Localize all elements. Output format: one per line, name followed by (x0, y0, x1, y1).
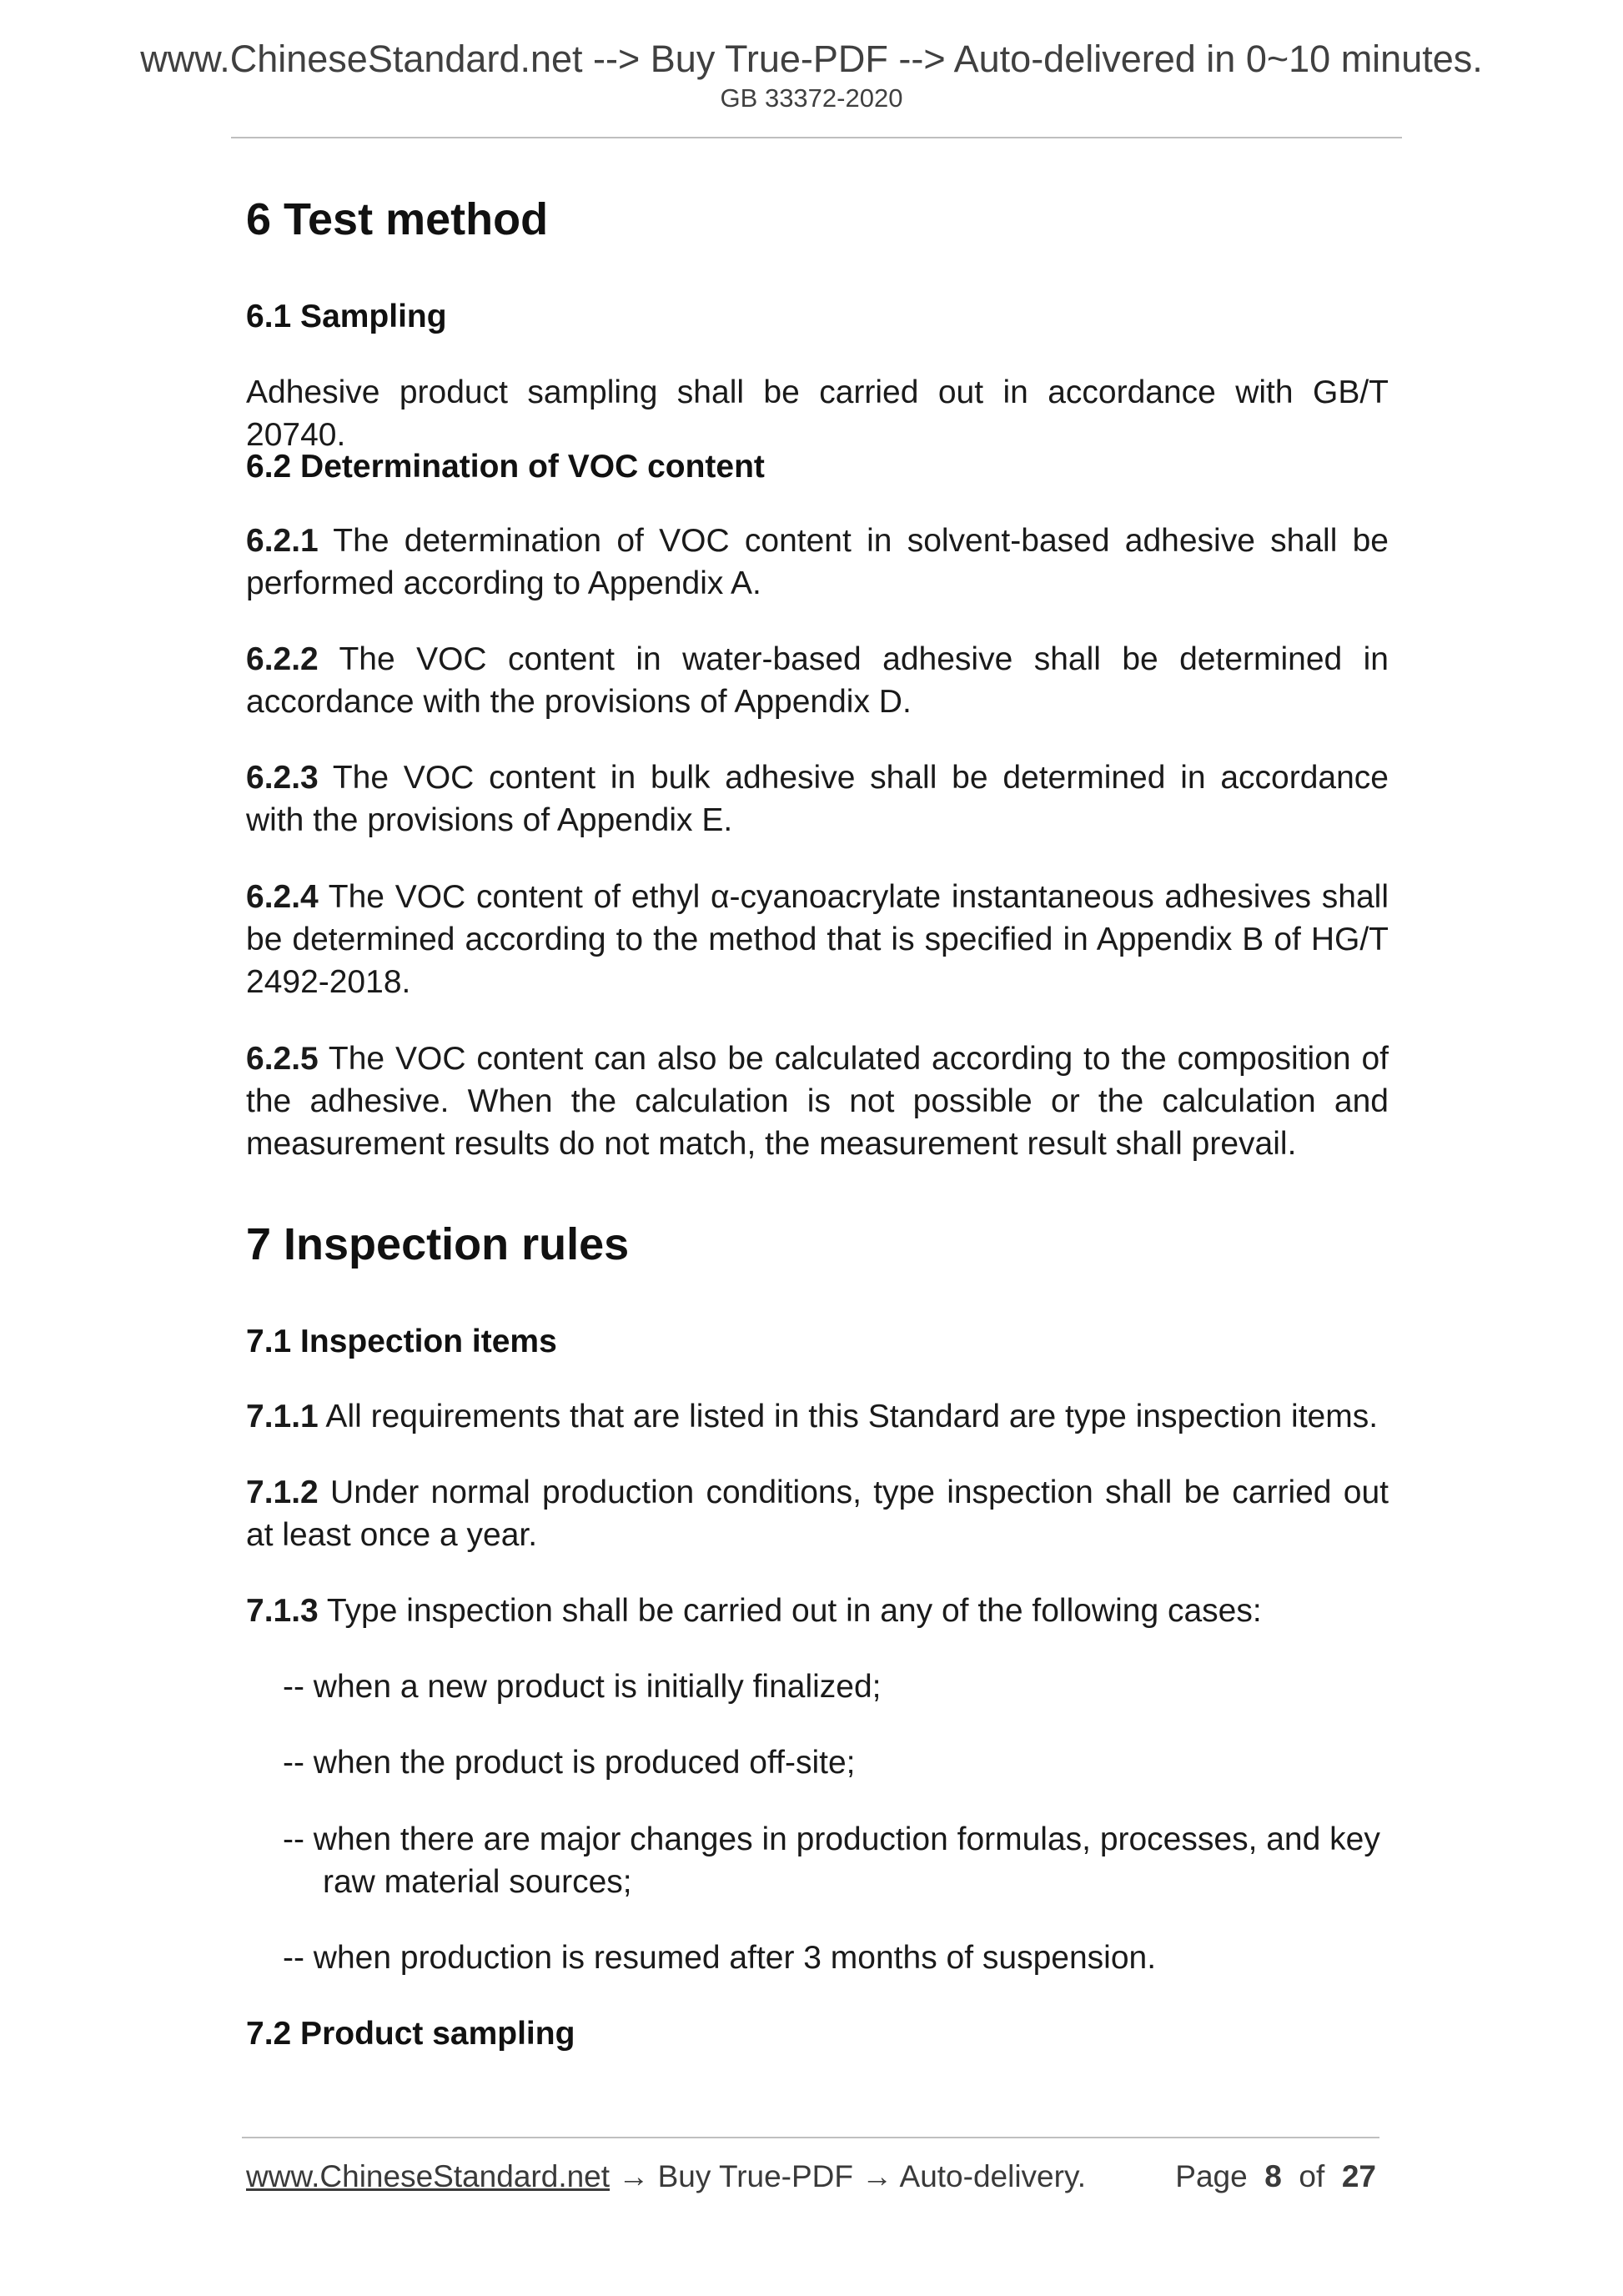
clause-6-2-5 (246, 1037, 1389, 1165)
section-6-1-text: Adhesive product sampling shall be carried out in accordance with GB/T 20740. (246, 374, 1389, 453)
clause-text: The VOC content can also be calculated according to the composition of the adhesive. When the calculation is not possible or the calculation and measurement results do not match, the measurement result shall prevail. (246, 1041, 1389, 1162)
section-7-2-heading: 7.2 Product sampling (246, 2016, 575, 2052)
clause-text: Under normal production conditions, type inspection shall be carried out at least once a year. (246, 1475, 1389, 1553)
clause-number: 7.1.3 (246, 1593, 319, 1629)
clause-number: 6.2.3 (246, 760, 319, 796)
clause-6-2-3 (246, 756, 1389, 842)
section-7-heading: 7 Inspection rules (246, 1219, 630, 1269)
clause-number: 7.1.1 (246, 1399, 319, 1434)
section-7-1-heading: 7.1 Inspection items (246, 1324, 557, 1359)
list-item: -- when a new product is initially finalized; (283, 1669, 882, 1705)
clause-7-1-3 (246, 1590, 1389, 1632)
page-indicator (1175, 2161, 1376, 2192)
clause-7-1-2 (246, 1471, 1389, 1556)
list-item: -- when there are major changes in production formulas, processes, and key raw material sources; (283, 1821, 1380, 1900)
section-6-heading: 6 Test method (246, 194, 549, 244)
page-label: Page (1175, 2159, 1248, 2193)
footer-website-link[interactable]: www.ChineseStandard.net (246, 2159, 611, 2193)
clause-text: All requirements that are listed in this Standard are type inspection items. (318, 1399, 1379, 1434)
clause-number: 7.1.2 (246, 1475, 319, 1510)
section-6-1-heading: 6.1 Sampling (246, 299, 447, 334)
clause-6-2-4 (246, 876, 1389, 1003)
list-item: -- when production is resumed after 3 months of suspension. (283, 1940, 1157, 1976)
list-item: -- when the product is produced off-site; (283, 1745, 856, 1781)
clause-number: 6.2.5 (246, 1041, 319, 1077)
clause-number: 6.2.1 (246, 523, 319, 559)
top-banner: www.ChineseStandard.net --> Buy True-PDF --> Auto-delivered in 0~10 minutes. (140, 38, 1483, 80)
clause-text: Type inspection shall be carried out in any of the following cases: (318, 1593, 1262, 1629)
clause-6-2-2 (246, 638, 1389, 723)
standard-code: GB 33372-2020 (720, 83, 903, 113)
header-divider (231, 137, 1402, 138)
clause-6-2-1 (246, 520, 1389, 605)
clause-number: 6.2.2 (246, 641, 319, 677)
section-6-2-heading: 6.2 Determination of VOC content (246, 449, 765, 485)
page-current: 8 (1264, 2159, 1282, 2193)
clause-text: The VOC content in water-based adhesive shall be determined in accordance with the provisions of Appendix D. (246, 641, 1389, 720)
footer-divider (242, 2137, 1379, 2138)
of-label: of (1299, 2159, 1325, 2193)
clause-text: The determination of VOC content in solvent-based adhesive shall be performed according to Appendix A. (246, 523, 1389, 601)
clause-number: 6.2.4 (246, 879, 319, 915)
page-total: 27 (1341, 2159, 1376, 2193)
clause-text: The VOC content in bulk adhesive shall be determined in accordance with the provisions of Appendix E. (246, 760, 1389, 838)
footer-promo-text: → Buy True-PDF → Auto-delivery. (610, 2159, 1086, 2193)
clause-text: The VOC content of ethyl α-cyanoacrylate instantaneous adhesives shall be determined according to the method that is specified in Appendix B of HG/T 2492-2018. (246, 879, 1389, 1000)
clause-7-1-1 (246, 1395, 1389, 1438)
footer-promo (246, 2161, 1086, 2192)
